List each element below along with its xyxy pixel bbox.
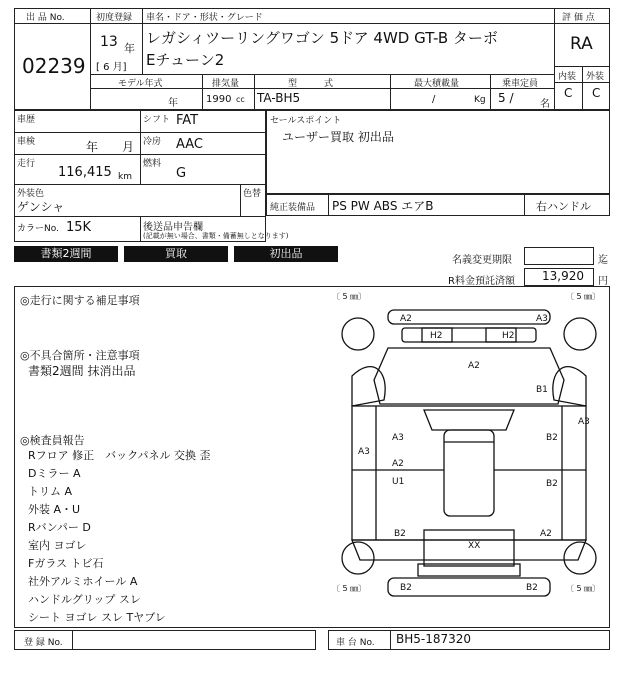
inspector-line: トリム A xyxy=(28,485,73,498)
bar-buyout: 買取 xyxy=(124,246,228,262)
mileage-unit: km xyxy=(118,172,132,182)
displacement-value: 1990 xyxy=(206,94,232,105)
first-reg-month: [ 6 月] xyxy=(96,62,127,73)
recycle-label: R料金預託済額 xyxy=(448,276,515,287)
repaint-label: 色替 xyxy=(243,189,262,199)
capacity-unit: 名 xyxy=(540,99,550,110)
lot-label: 出 品 No. xyxy=(26,13,65,23)
displacement-label: 排気量 xyxy=(212,79,240,89)
inspector-line: 社外アルミホイール A xyxy=(28,575,138,588)
ac-value: AAC xyxy=(176,137,203,152)
inspection-month-unit: 月 xyxy=(122,140,135,154)
max-load-label: 最大積載量 xyxy=(414,79,460,89)
inspector-line: Rバンパー D xyxy=(28,521,91,534)
mark-left-side: A3 xyxy=(358,447,370,457)
chassis-value: BH5-187320 xyxy=(396,632,472,646)
interior-grade: C xyxy=(564,86,573,100)
capacity-label: 乗車定員 xyxy=(502,79,539,89)
max-load-value: / xyxy=(432,94,436,105)
grade-value: RA xyxy=(570,34,593,54)
mark-headlight-right: H2 xyxy=(502,331,515,341)
bar-documents: 書類2週間 xyxy=(14,246,118,262)
inspector-line: シート ヨゴレ スレ Tヤブレ xyxy=(28,611,166,624)
shift-label: シフト xyxy=(143,115,171,125)
mark-left-front-door: A3 xyxy=(392,433,404,443)
lot-number: 02239 xyxy=(22,54,86,78)
first-reg-year-unit: 年 xyxy=(124,42,135,55)
tread-front-right: 〔 5 ㎜〕 xyxy=(566,292,601,301)
driving-notes-title: ◎走行に関する補足事項 xyxy=(20,294,140,307)
steering-value: 右ハンドル xyxy=(536,200,591,213)
inspector-line: 室内 ヨゴレ xyxy=(28,539,87,552)
interior-label: 内装 xyxy=(558,72,577,82)
reg-no-label: 登 録 No. xyxy=(24,638,63,648)
grade-label: 評 価 点 xyxy=(562,13,595,23)
equipment-label: 純正装備品 xyxy=(270,203,316,213)
exterior-grade: C xyxy=(592,86,601,100)
recycle-value: 13,920 xyxy=(542,269,584,283)
sales-point-value: ユーザー買取 初出品 xyxy=(282,130,394,144)
mark-front-bumper-left: A2 xyxy=(400,314,412,324)
mark-hood: A2 xyxy=(468,361,480,371)
color-no-label: カラーNo. xyxy=(17,224,59,234)
mark-left-rear-door-a: A2 xyxy=(392,459,404,469)
displacement-unit: cc xyxy=(236,95,245,104)
equipment-value: PS PW ABS エアB xyxy=(332,199,434,213)
inspector-line: 外装 A・U xyxy=(28,503,81,516)
tread-rear-right: 〔 5 ㎜〕 xyxy=(566,584,601,593)
first-reg-label: 初度登録 xyxy=(96,13,133,23)
capacity-value: 5 / xyxy=(498,91,514,105)
aftermarket-note: (記載が無い場合、書類・備蓄無しとなります) xyxy=(143,232,289,240)
max-load-unit: Kg xyxy=(474,95,486,105)
mark-headlight-left: H2 xyxy=(430,331,443,341)
bar-first-listing: 初出品 xyxy=(234,246,338,262)
car-outline xyxy=(328,290,610,622)
aftermarket-label: 後送品申告欄 xyxy=(143,222,203,233)
model-year-label: モデル年式 xyxy=(118,79,163,89)
mark-right-rear-door: B2 xyxy=(546,479,558,489)
car-name-line1: レガシィツーリングワゴン 5ドア 4WD GT-B ターボ xyxy=(146,29,498,47)
name-change-label: 名義変更期限 xyxy=(452,255,512,266)
car-name-line2: Eチューン2 xyxy=(146,51,225,69)
car-name-label: 車名・ドア・形状・グレード xyxy=(146,13,263,23)
mark-front-bumper-right: A3 xyxy=(536,314,548,324)
mark-left-rear-wheel: B2 xyxy=(394,529,406,539)
mileage-value: 116,415 xyxy=(58,165,112,180)
model-year-unit: 年 xyxy=(168,98,178,109)
mark-right-rear-wheel: A2 xyxy=(540,529,552,539)
first-reg-year: 13 xyxy=(100,34,118,50)
inspector-line: Rフロア 修正 バックパネル 交換 歪 xyxy=(28,449,211,462)
mark-right-front-door: B2 xyxy=(546,433,558,443)
inspection-label: 車検 xyxy=(17,137,36,147)
inspection-year-unit: 年 xyxy=(86,140,99,154)
car-damage-diagram xyxy=(328,290,610,622)
name-change-box xyxy=(524,247,594,265)
fuel-label: 燃料 xyxy=(143,159,162,169)
inspector-line: ハンドルグリップ スレ xyxy=(28,593,141,606)
mark-right-edge: A3 xyxy=(578,417,590,427)
recycle-unit: 円 xyxy=(598,276,608,287)
shift-value: FAT xyxy=(176,113,199,128)
mark-left-rear-door-b: U1 xyxy=(392,477,405,487)
defects-title: ◎不具合箇所・注意事項 xyxy=(20,349,140,362)
ext-color-label: 外装色 xyxy=(17,189,45,199)
inspector-title: ◎検査員報告 xyxy=(20,434,85,447)
inspector-line: Fガラス トビ石 xyxy=(28,557,104,570)
mark-rear-bumper-right: B2 xyxy=(526,583,538,593)
ac-label: 冷房 xyxy=(143,137,162,147)
mark-rear-bumper-left: B2 xyxy=(400,583,412,593)
mark-back-door: XX xyxy=(468,541,481,551)
model-value: TA-BH5 xyxy=(257,91,301,105)
fuel-value: G xyxy=(176,166,187,181)
history-label: 車歴 xyxy=(17,115,36,125)
chassis-label: 車 台 No. xyxy=(336,638,375,648)
sales-point-label: セールスポイント xyxy=(270,116,342,126)
mark-fender-right: B1 xyxy=(536,385,548,395)
defects-text: 書類2週間 抹消出品 xyxy=(28,364,136,378)
name-change-unit: 迄 xyxy=(598,255,608,266)
exterior-label: 外装 xyxy=(586,72,605,82)
model-label: 型 式 xyxy=(288,79,334,89)
inspector-line: Dミラー A xyxy=(28,467,81,480)
mileage-label: 走行 xyxy=(17,159,36,169)
tread-front-left: 〔 5 ㎜〕 xyxy=(332,292,367,301)
tread-rear-left: 〔 5 ㎜〕 xyxy=(332,584,367,593)
color-no-value: 15K xyxy=(66,220,92,235)
ext-color-value: ゲンシャ xyxy=(17,200,65,214)
